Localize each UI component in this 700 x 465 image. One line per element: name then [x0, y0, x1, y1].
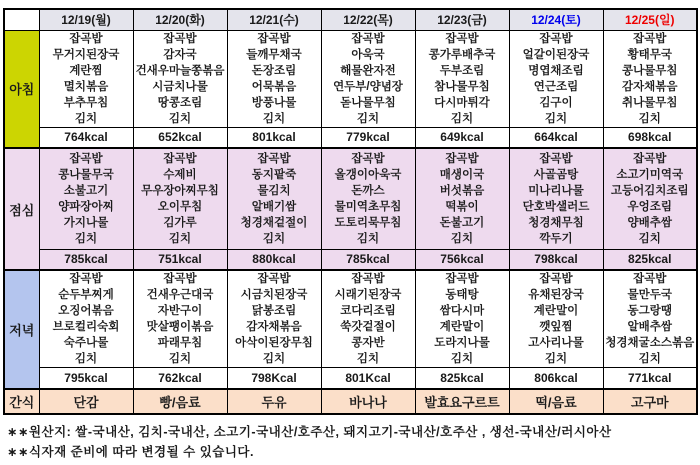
- ingredient-change-note: ∗∗식자재 준비에 따라 변경될 수 있습니다.: [7, 444, 254, 459]
- menu-item: 사골곰탕: [533, 168, 579, 181]
- menu-item: 버섯볶음: [439, 184, 485, 197]
- menu-item: 고사리나물: [528, 337, 584, 349]
- kcal-cell: 801Kcal: [321, 368, 415, 389]
- menu-item: 들깨무채국: [246, 48, 302, 61]
- breakfast-menu-cell: [133, 30, 227, 127]
- lunch-menu-cell: [133, 148, 227, 249]
- dinner-menu-cell: [509, 270, 603, 368]
- breakfast-menu-cell: [603, 30, 697, 127]
- breakfast-kcal-row: [4, 127, 697, 148]
- menu-item: 계란말이: [439, 321, 485, 333]
- kcal-cell: 652kcal: [133, 127, 227, 148]
- row-label-lunch: 점심: [4, 148, 39, 270]
- menu-item: 잡곡밥: [351, 152, 385, 165]
- menu-item: 소불고기: [63, 184, 109, 197]
- menu-stack: [416, 31, 509, 127]
- kcal-cell: 649kcal: [415, 127, 509, 148]
- menu-item: 해물완자전: [340, 64, 396, 77]
- menu-item: 시금치나물: [152, 80, 208, 93]
- menu-item: 김치: [74, 232, 98, 245]
- menu-item: 아욱국: [351, 48, 385, 61]
- menu-item: 황태무국: [627, 48, 672, 61]
- menu-item: 연근조림: [533, 80, 579, 93]
- menu-item: 소고기미역국: [616, 168, 684, 181]
- menu-item: 잡곡밥: [257, 32, 291, 45]
- menu-item: 김치: [638, 353, 661, 365]
- menu-item: 콩가루배추국: [428, 48, 496, 61]
- menu-item: 동지팥죽: [251, 168, 297, 181]
- menu-item: 돈장조림: [251, 64, 297, 77]
- menu-item: 올갱이아욱국: [334, 168, 402, 181]
- menu-item: 김가루: [163, 216, 197, 229]
- dinner-menu-cell: [133, 270, 227, 368]
- menu-stack: [510, 271, 603, 367]
- date-cell: 12/24(토): [509, 9, 603, 30]
- kcal-cell: 798kcal: [509, 249, 603, 270]
- menu-item: 잡곡밥: [633, 273, 667, 285]
- menu-item: 김치: [544, 112, 568, 125]
- menu-item: 김치: [74, 112, 98, 125]
- menu-stack: [604, 151, 697, 247]
- menu-item: 참나물무침: [434, 80, 490, 93]
- menu-item: 얼갈이된장국: [522, 48, 590, 61]
- menu-item: 김치: [262, 353, 286, 365]
- snack-cell: 바나나: [321, 389, 415, 414]
- dinner-row: [4, 270, 697, 368]
- kcal-cell: 806kcal: [509, 368, 603, 389]
- kcal-cell: 771kcal: [603, 368, 697, 389]
- menu-item: 잡곡밥: [69, 273, 103, 285]
- menu-item: 청경채굴소스볶음: [605, 337, 695, 349]
- menu-item: 맛살팽이볶음: [146, 321, 214, 333]
- menu-item: 오이무침: [157, 200, 203, 213]
- menu-item: 알배기쌈: [251, 200, 297, 213]
- kcal-cell: 756kcal: [415, 249, 509, 270]
- menu-stack: [228, 271, 321, 367]
- menu-item: 잡곡밥: [257, 273, 291, 285]
- menu-item: 감자국: [163, 48, 197, 61]
- corner-cell: [4, 9, 39, 30]
- menu-item: 오징어볶음: [58, 305, 114, 317]
- date-cell: 12/22(목): [321, 9, 415, 30]
- lunch-menu-cell: [509, 148, 603, 249]
- kcal-cell: 795kcal: [39, 368, 133, 389]
- menu-item: 아삭이된장무침: [235, 337, 313, 349]
- menu-item: 김치: [544, 353, 568, 365]
- menu-item: 잡곡밥: [163, 152, 197, 165]
- menu-item: 알배추쌈: [627, 321, 672, 333]
- menu-item: 쌈다시마: [439, 305, 485, 317]
- menu-item: 김치: [356, 112, 380, 125]
- menu-item: 명엽채조림: [528, 64, 584, 77]
- menu-item: 잡곡밥: [163, 32, 197, 45]
- menu-item: 어묵볶음: [251, 80, 297, 93]
- menu-item: 시래기된장국: [334, 289, 402, 301]
- lunch-menu-cell: [415, 148, 509, 249]
- date-cell: 12/23(금): [415, 9, 509, 30]
- menu-item: 양파장아찌: [58, 200, 114, 213]
- breakfast-menu-cell: [227, 30, 321, 127]
- menu-item: 김치: [356, 232, 380, 245]
- menu-item: 유채된장국: [528, 289, 584, 301]
- menu-item: 돈불고기: [439, 216, 485, 229]
- menu-item: 부추무침: [63, 96, 109, 109]
- menu-item: 잡곡밥: [351, 273, 385, 285]
- menu-stack: [604, 271, 697, 367]
- menu-item: 잡곡밥: [445, 152, 479, 165]
- menu-item: 매생이국: [439, 168, 485, 181]
- menu-item: 파래무침: [157, 337, 203, 349]
- breakfast-menu-cell: [415, 30, 509, 127]
- footer-notes: [7, 422, 700, 462]
- menu-item: 잡곡밥: [445, 32, 479, 45]
- menu-item: 물미역초무침: [334, 200, 402, 213]
- menu-item: 도라지나물: [434, 337, 490, 349]
- snack-cell: 두유: [227, 389, 321, 414]
- menu-item: 잡곡밥: [539, 273, 573, 285]
- menu-stack: [510, 31, 603, 127]
- menu-item: 건새우근대국: [146, 289, 214, 301]
- menu-item: 땅콩조림: [157, 96, 203, 109]
- dinner-menu-cell: [39, 270, 133, 368]
- menu-item: 다시마튀각: [434, 96, 490, 109]
- lunch-menu-cell: [39, 148, 133, 249]
- kcal-cell: 801kcal: [227, 127, 321, 148]
- menu-item: 물만두국: [627, 289, 672, 301]
- menu-item: 돋나물무침: [340, 96, 396, 109]
- menu-item: 코다리조림: [340, 305, 396, 317]
- menu-item: 콩나물무침: [621, 64, 678, 77]
- menu-item: 잡곡밥: [633, 152, 667, 165]
- menu-item: 감자채볶음: [246, 321, 302, 333]
- menu-item: 떡볶이: [445, 200, 479, 213]
- lunch-menu-cell: [321, 148, 415, 249]
- weekly-menu-table: [3, 8, 698, 415]
- menu-item: 잡곡밥: [445, 273, 479, 285]
- menu-item: 순두부찌게: [58, 289, 114, 301]
- dinner-kcal-row: [4, 368, 697, 389]
- menu-item: 물김치: [257, 184, 291, 197]
- lunch-menu-cell: [227, 148, 321, 249]
- menu-item: 김치: [168, 353, 192, 365]
- menu-item: 감자채볶음: [621, 80, 678, 93]
- menu-item: 청경채무침: [528, 216, 584, 229]
- menu-item: 멸치볶음: [63, 80, 109, 93]
- breakfast-row: [4, 30, 697, 127]
- menu-item: 깻잎찜: [539, 321, 573, 333]
- menu-item: 잡곡밥: [633, 32, 667, 45]
- menu-stack: [228, 151, 321, 247]
- menu-item: 콩나물무국: [58, 168, 114, 181]
- kcal-cell: 762kcal: [133, 368, 227, 389]
- menu-item: 김치: [262, 112, 286, 125]
- kcal-cell: 798Kcal: [227, 368, 321, 389]
- menu-item: 김치: [168, 232, 192, 245]
- menu-stack: [134, 151, 227, 247]
- kcal-cell: 880kcal: [227, 249, 321, 270]
- menu-item: 잡곡밥: [69, 32, 103, 45]
- kcal-cell: 779kcal: [321, 127, 415, 148]
- date-cell: 12/25(일): [603, 9, 697, 30]
- menu-item: 김치: [262, 232, 286, 245]
- menu-item: 시금치된장국: [240, 289, 308, 301]
- menu-item: 계란말이: [533, 305, 579, 317]
- row-label-breakfast: 아침: [4, 30, 39, 148]
- lunch-kcal-row: [4, 249, 697, 270]
- dinner-menu-cell: [415, 270, 509, 368]
- snack-cell: 고구마: [603, 389, 697, 414]
- breakfast-menu-cell: [509, 30, 603, 127]
- header-row: [4, 9, 697, 30]
- menu-stack: [322, 271, 415, 367]
- menu-stack: [322, 31, 415, 127]
- kcal-cell: 664kcal: [509, 127, 603, 148]
- kcal-cell: 825kcal: [603, 249, 697, 270]
- menu-item: 수제비: [163, 168, 197, 181]
- menu-item: 김치: [168, 112, 192, 125]
- menu-item: 계란찜: [69, 64, 103, 77]
- menu-item: 쑥갓겉절이: [340, 321, 396, 333]
- menu-item: 우엉조림: [627, 200, 672, 213]
- kcal-cell: 825kcal: [415, 368, 509, 389]
- snack-cell: 빵/음료: [133, 389, 227, 414]
- menu-item: 연두부/양념장: [333, 80, 403, 93]
- menu-stack: [40, 271, 133, 367]
- dinner-menu-cell: [603, 270, 697, 368]
- menu-item: 잡곡밥: [351, 32, 385, 45]
- menu-item: 김치: [450, 112, 474, 125]
- origin-note: ∗∗원산지: 쌀-국내산, 김치-국내산, 소고기-국내산/호주산, 돼지고기-국내산/호주산 , 생선-국내산/러시아산: [7, 424, 612, 439]
- menu-item: 건새우마늘쫑볶음: [135, 64, 225, 77]
- menu-item: 숙주나물: [63, 337, 109, 349]
- snack-row: [4, 389, 697, 414]
- menu-item: 김구이: [539, 96, 573, 109]
- menu-item: 동태탕: [445, 289, 479, 301]
- menu-item: 잡곡밥: [539, 32, 573, 45]
- menu-stack: [134, 271, 227, 367]
- menu-stack: [228, 31, 321, 127]
- menu-item: 김치: [450, 353, 474, 365]
- breakfast-menu-cell: [321, 30, 415, 127]
- menu-item: 가지나물: [63, 216, 109, 229]
- menu-item: 김치: [638, 232, 661, 245]
- menu-item: 잡곡밥: [69, 152, 103, 165]
- menu-item: 김치: [74, 353, 98, 365]
- menu-item: 닭봉조림: [251, 305, 297, 317]
- menu-item: 단호박샐러드: [522, 200, 590, 213]
- menu-stack: [416, 151, 509, 247]
- menu-stack: [134, 31, 227, 127]
- date-cell: 12/21(수): [227, 9, 321, 30]
- kcal-cell: 785kcal: [39, 249, 133, 270]
- menu-stack: [416, 271, 509, 367]
- menu-item: 양배추쌈: [627, 216, 672, 229]
- kcal-cell: 698kcal: [603, 127, 697, 148]
- menu-stack: [40, 151, 133, 247]
- menu-stack: [322, 151, 415, 247]
- menu-item: 잡곡밥: [163, 273, 197, 285]
- date-cell: 12/19(월): [39, 9, 133, 30]
- row-label-snack: 간식: [4, 389, 39, 414]
- dinner-menu-cell: [321, 270, 415, 368]
- dinner-menu-cell: [227, 270, 321, 368]
- menu-item: 김치: [356, 353, 380, 365]
- lunch-menu-cell: [603, 148, 697, 249]
- menu-item: 김치: [450, 232, 474, 245]
- menu-item: 김치: [638, 112, 661, 125]
- kcal-cell: 785kcal: [321, 249, 415, 270]
- menu-stack: [510, 151, 603, 247]
- breakfast-menu-cell: [39, 30, 133, 127]
- menu-item: 잡곡밥: [257, 152, 291, 165]
- menu-item: 방풍나물: [251, 96, 297, 109]
- date-cell: 12/20(화): [133, 9, 227, 30]
- menu-item: 취나물무침: [621, 96, 678, 109]
- kcal-cell: 751kcal: [133, 249, 227, 270]
- menu-item: 무거지된장국: [52, 48, 120, 61]
- menu-item: 자반구이: [157, 305, 203, 317]
- menu-item: 잡곡밥: [539, 152, 573, 165]
- snack-cell: 떡/음료: [509, 389, 603, 414]
- snack-cell: 발효요구르트: [415, 389, 509, 414]
- menu-stack: [40, 31, 133, 127]
- menu-stack: [604, 31, 697, 127]
- menu-item: 고등어김치조림: [610, 184, 689, 197]
- snack-cell: 단감: [39, 389, 133, 414]
- menu-item: 깍두기: [539, 232, 573, 245]
- menu-item: 동그랑땡: [627, 305, 672, 317]
- lunch-row: [4, 148, 697, 249]
- menu-item: 미나리나물: [528, 184, 584, 197]
- menu-item: 콩자반: [351, 337, 385, 349]
- menu-item: 두부조림: [439, 64, 485, 77]
- kcal-cell: 764kcal: [39, 127, 133, 148]
- menu-item: 무우장아찌무침: [141, 184, 219, 197]
- menu-item: 청경채겉절이: [240, 216, 308, 229]
- menu-item: 브로컬리숙회: [52, 321, 120, 333]
- menu-item: 도토리묵무침: [334, 216, 402, 229]
- row-label-dinner: 저녁: [4, 270, 39, 389]
- menu-item: 돈까스: [351, 184, 385, 197]
